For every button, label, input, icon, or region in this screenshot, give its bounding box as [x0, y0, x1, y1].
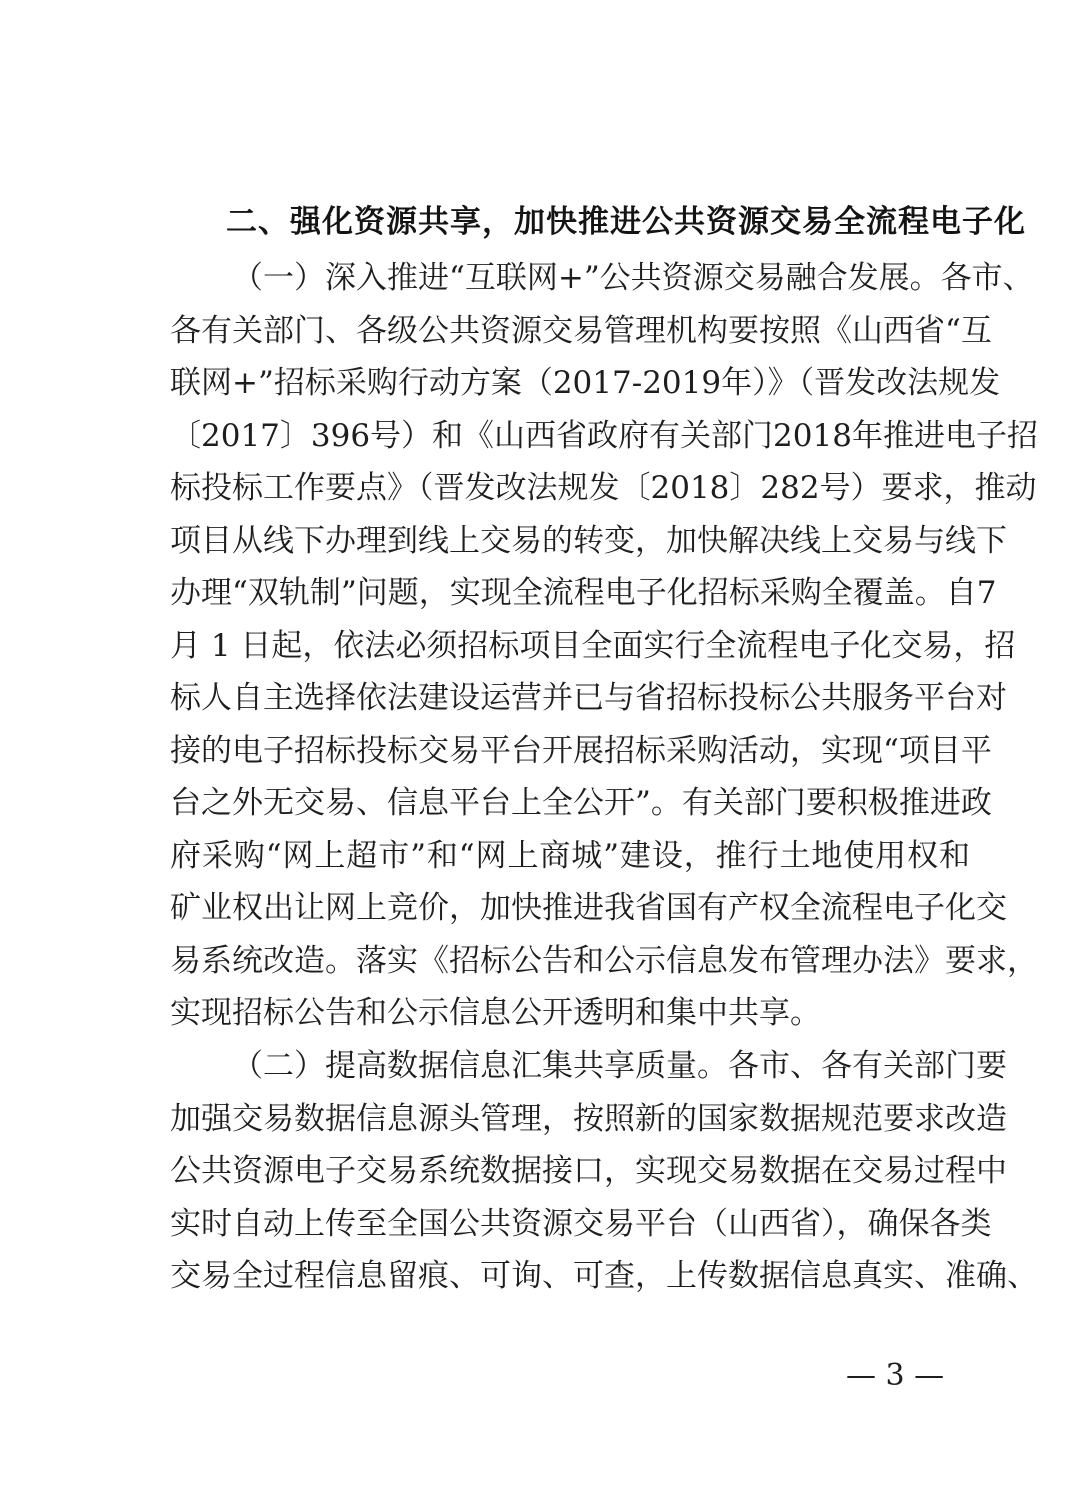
paragraph-line: （二）提高数据信息汇集共享质量。各市、各有关部门要	[232, 1048, 1007, 1084]
section-heading: 二、强化资源共享，加快推进公共资源交易全流程电子化	[226, 204, 1026, 240]
paragraph-line: 易系统改造。落实《招标公告和公示信息发布管理办法》要求，	[170, 942, 1038, 979]
paragraph-line: 加强交易数据信息源头管理，按照新的国家数据规范要求改造	[170, 1100, 1007, 1137]
paragraph-line: 实现招标公告和公示信息公开透明和集中共享。	[170, 995, 821, 1031]
paragraph-line: 月 1 日起，依法必须招标项目全面实行全流程电子化交易，招	[170, 627, 1016, 664]
paragraph-line: 〔2017〕396号）和《山西省政府有关部门2018年推进电子招	[170, 417, 1038, 454]
paragraph-line: 实时自动上传至全国公共资源交易平台（山西省），确保各类	[170, 1205, 992, 1242]
paragraph-line: 标投标工作要点》（晋发改法规发〔2018〕282号）要求，推动	[170, 470, 1037, 506]
paragraph-line: 台之外无交易、信息平台上全公开”。有关部门要积极推进政	[170, 785, 992, 821]
paragraph-line: 各有关部门、各级公共资源交易管理机构要按照《山西省“互	[170, 312, 992, 349]
paragraph-line: 府采购“网上超市”和“网上商城”建设，推行土地使用权和	[170, 837, 970, 874]
page-number: — 3 —	[846, 1358, 945, 1393]
paragraph-2	[170, 1040, 1038, 1303]
paragraph-line: 项目从线下办理到线上交易的转变，加快解决线上交易与线下	[170, 522, 1007, 559]
paragraph-line: 办理“双轨制”问题，实现全流程电子化招标采购全覆盖。自7	[170, 575, 997, 611]
paragraph-line: 标人自主选择依法建设运营并已与省招标投标公共服务平台对	[170, 680, 1007, 716]
paragraph-line: 矿业权出让网上竞价，加快推进我省国有产权全流程电子化交	[170, 890, 1007, 926]
paragraph-line: 公共资源电子交易系统数据接口，实现交易数据在交易过程中	[170, 1153, 1007, 1189]
paragraph-1	[170, 252, 1038, 1040]
paragraph-line: 联网+”招标采购行动方案（2017-2019年）》（晋发改法规发	[170, 365, 1001, 401]
paragraph-line: 接的电子招标投标交易平台开展招标采购活动，实现“项目平	[170, 732, 992, 769]
paragraph-line: （一）深入推进“互联网+”公共资源交易融合发展。各市、	[232, 260, 1034, 296]
paragraph-line: 交易全过程信息留痕、可询、可查，上传数据信息真实、准确、	[170, 1258, 1038, 1294]
